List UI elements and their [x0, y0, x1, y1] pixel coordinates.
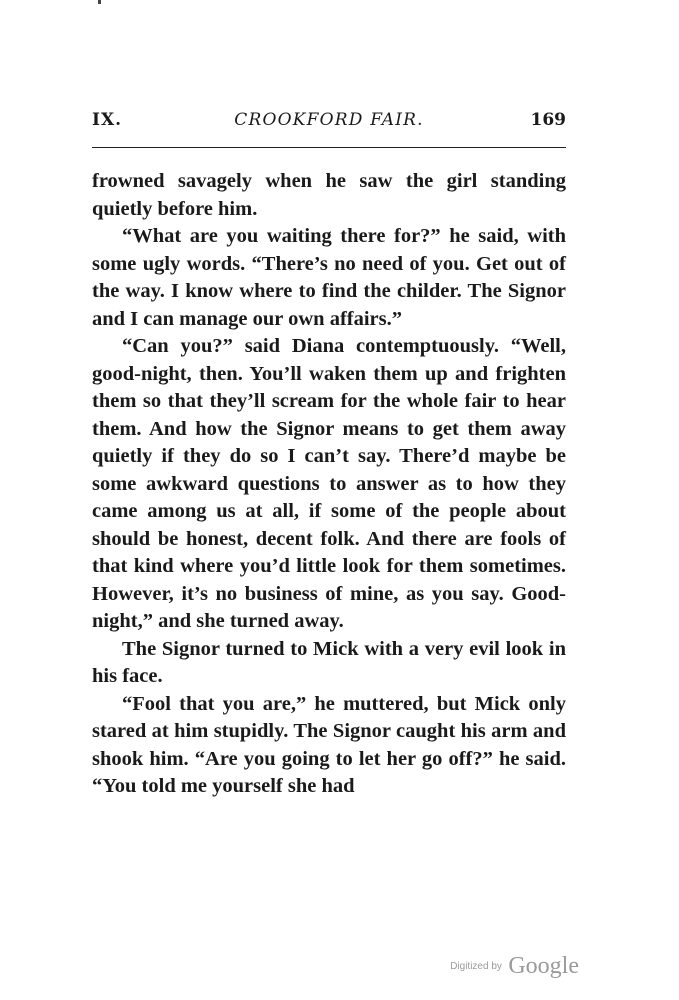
- running-header: [92, 104, 566, 134]
- paragraph: “What are you waiting there for?” he said, with some ugly words. “There’s no need of you. Get out of the way. I know where to find the childer. The Signor and I can manage our own affairs.”: [92, 225, 566, 330]
- digitization-watermark: [450, 953, 579, 980]
- body-text: [92, 168, 566, 801]
- header-rule: [92, 147, 566, 148]
- paragraph: “Fool that you are,” he muttered, but Mick only stared at him stupidly. The Signor caught his arm and shook him. “Are you going to let her go off?” he said. “You told me yourself she had: [92, 692, 566, 797]
- watermark-prefix: Digitized by: [450, 961, 502, 972]
- paragraph: frowned savagely when he saw the girl standing quietly before him.: [92, 170, 566, 220]
- scan-mark: [98, 0, 101, 4]
- paragraph: “Can you?” said Diana contemptuously. “Well, good-night, then. You’ll waken them up and frighten them so that they’ll scream for the whole fair to hear them. And how the Signor means to get them away quietly if they do so I can’t say. There’d maybe be some awkward questions to answer as to how they came among us at all, if some of the people about should be honest, decent folk. And there are fools of that kind where you’d little look for them sometimes. However, it’s no business of mine, as you say. Good-night,” and she turned away.: [92, 335, 566, 632]
- running-title: CROOKFORD FAIR.: [234, 110, 424, 130]
- chapter-number: IX.: [92, 110, 123, 130]
- paragraph: The Signor turned to Mick with a very evil look in his face.: [92, 637, 566, 687]
- page-number: 169: [530, 110, 566, 130]
- google-logo: Google: [508, 953, 579, 979]
